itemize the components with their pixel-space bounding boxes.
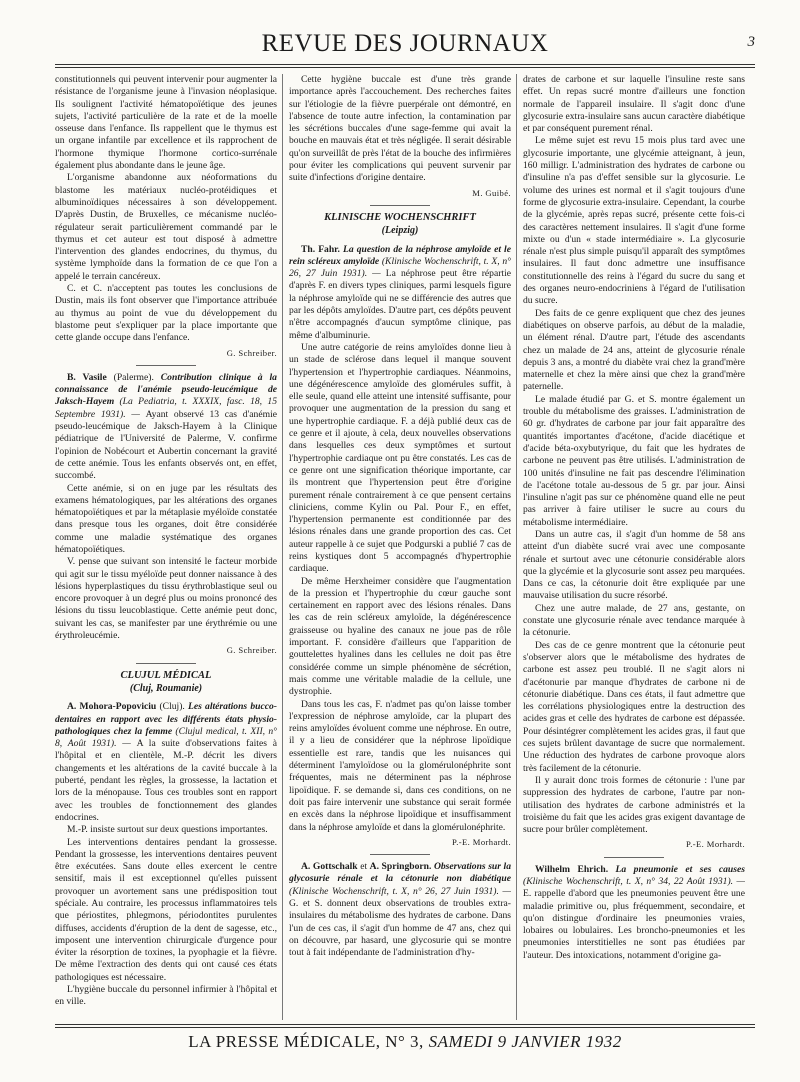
paragraph: Les interventions dentaires pendant la grossesse. Pendant la grossesse, les interventions dentaires peuvent être exécutées. Sans doute elles exercent le centre sensitif, mais il est exceptionnel qu'elles puissent provoquer un avortement sans une prédisposition tout spéciale. Au contraire, les processus inflammatoires tels que périostites, phlegmons, périodontites purulentes diffuses, accidents d'éruption de la dent de sagesse, etc., imposent une intervention chirurgicale d'urgence pour éviter la résorption de toxines, la pyophagie et la fièvre. De même l'extraction des dents qui ont causé ces états pathologiques est nécessaire.: [55, 836, 277, 983]
page-number: 3: [747, 34, 755, 50]
article-title: Observations sur la glycosurie rénale et la cétonurie non diabétique: [289, 861, 511, 885]
article-separator: [604, 857, 664, 858]
footer-rule-2: [55, 1027, 755, 1028]
column-1: [55, 74, 277, 1020]
article-reference: (Clujul medical, t. XII, n° 8, Août 1931). —: [55, 725, 277, 750]
article-abstract: [289, 244, 511, 342]
paragraph: De même Herxheimer considère que l'augmentation de la pression et l'hypertrophie du cœur gauche sont certainement en rapport avec des lésions rénales. Dans les cas de rein scléreux amyloïde, la dégénérescence graisseuse ou hyaline des canaux ne joue pas de rôle important. F. considère d'ailleurs que l'apparition de gouttelettes hyalines dans les cellules ne doit pas être considérée comme un simple phénomène de sécrétion, mais comme une véritable maladie de la cellule, une dystrophie.: [289, 575, 511, 698]
article-title: Contribution clinique à la connaissance de l'anémie pseudo-leucémique de Jaksch-Hayem: [55, 371, 277, 408]
footer-publication: LA PRESSE MÉDICALE, N° 3,: [188, 1032, 424, 1051]
article-text: La néphrose peut être répartie d'après F. en divers types cliniques, parmi lesquels figure la néphrose amyloïde qui ne se différencie des autres que par les dépôts amyloïdes. D'autre part, ces dépôts peuvent n'être accompagnés d'aucun symptôme clinique, pas même d'albuminurie.: [289, 268, 511, 341]
footer-rule: [55, 1024, 755, 1025]
article-separator: [136, 365, 196, 366]
header-rule: [55, 64, 755, 65]
article-author: Th. Fahr.: [301, 243, 340, 255]
paragraph: V. pense que suivant son intensité le facteur morbide qui agit sur le tissu myéloïde peut donner naissance à des lésions hyperplastiques du tissu érythroblastique seul ou encore provoquer à un degré plus ou moins prononcé des lésions du tissu leucoblastique. Cette anémie peut donc, suivant les cas, se manifester par une érythrémie ou une érythroleucémie.: [55, 556, 277, 642]
journal-city: (Leipzig): [381, 225, 419, 237]
paragraph: Il y aurait donc trois formes de cétonurie : l'une par suppression des hydrates de carbone, l'autre par non-utilisation des hydrates de carbone administrés et la troisième du fait que les acides gras exigent davantage de sucre pour brûler complètement.: [523, 774, 745, 836]
article-title: Les altérations bucco-dentaires en rapport avec les différents états physio-pathologiques chez la femme: [55, 701, 277, 737]
footer-date: SAMEDI 9 JANVIER 1932: [428, 1032, 622, 1051]
article-reference: (Klinische Wochenschrift, t. X, n° 34, 22 Août 1931). —: [523, 876, 745, 887]
journal-heading: KLINISCHE WOCHENSCHRIFT: [324, 211, 476, 223]
article-text: A la suite d'observations faites à l'hôpital et en clientèle, M.-P. décrit les divers changements et les altérations de la cavité buccale à la puberté, pendant les règles, la grossesse, la lactation et lors de la ménopause. Tous ces troubles sont en rapport avec les troubles de fonctionnement des glandes endocrines.: [55, 738, 277, 823]
running-title: REVUE DES JOURNAUX: [261, 30, 549, 57]
article-title: La pneumonie et ses causes: [608, 863, 745, 875]
author-signature: G. Schreiber.: [226, 645, 277, 656]
article-reference: (Klinische Wochenschrift, t. X, n° 26, 27 Juin 1931). —: [289, 255, 511, 280]
column-divider: [282, 74, 283, 1020]
paragraph: L'organisme abandonne aux néoformations du blastome les matériaux nucléo-protéidiques et albuminoïdiques nécessaires à son développement. D'après Dustin, de Bruxelles, ce mécanisme nucléo-régulateur serait particulièrement commandé par le thymus et cet auteur est tout disposé à admettre l'intervention des glandes endocrines, du thymus, du système lymphoïde dans la formation de ce que l'on a appelé le terrain cancéreux.: [55, 172, 277, 282]
paragraph: Chez une autre malade, de 27 ans, gestante, on constate une glycosurie rénale avec tendance marquée à la cétonurie.: [523, 602, 745, 639]
paragraph: Cette anémie, si on en juge par les résultats des examens hématologiques, par les altérations des organes hématopoïétiques et par la métaplasie myéloïde constatée dans presque tous les organes, doit être considérée comme une maladie systématique des organes hématopoïétiques.: [55, 482, 277, 555]
article-abstract: [55, 701, 277, 824]
column-divider: [516, 74, 517, 1020]
column-3: [523, 74, 745, 1020]
journal-city: (Cluj, Roumanie): [129, 682, 203, 694]
article-text: G. et S. donnent deux observations de troubles extra-insulaires du métabolisme des hydrates de carbone. Dans l'un de ces cas, il s'agit d'un homme de 47 ans, chez qui on découvre, par hasard, une glycosurie qui se montre tout à fait indépendante de l'administration d'hy-: [289, 898, 511, 959]
column-2: [289, 74, 511, 1020]
paragraph: C. et C. n'acceptent pas toutes les conclusions de Dustin, mais ils font observer que l'importance attribuée au thymus au point de vue du développement du blastome peut s'expliquer par la place importante que cette glande occupe dans l'enfance.: [55, 283, 277, 344]
author-city: (Palerme).: [106, 371, 161, 383]
article-reference: (La Pediatria, t. XXXIX, fasc. 18, 15 Septembre 1931). —: [55, 396, 277, 420]
article-separator: [370, 205, 430, 206]
author-city: (Cluj).: [156, 701, 188, 713]
article-author: B. Vasile: [67, 371, 107, 383]
paragraph: Cette hygiène buccale est d'une très grande importance après l'accouchement. Des recherches faites sur l'étiologie de la fièvre puerpérale ont démontré, en l'absence de toute autre infection, la contamination par les sécrétions buccales d'une sage-femme qui avait la bouche en mauvais état et très négligée. Il serait désirable qu'on surveillât de près l'état de la bouche des infirmières pour éviter les complications qui peuvent survenir par suite d'infections d'origine dentaire.: [289, 74, 511, 184]
author-signature: M. Guibé.: [472, 187, 511, 198]
article-author: Wilhelm Ehrich.: [535, 863, 609, 875]
header-rule-2: [55, 67, 755, 68]
author-signature: P.-E. Morhardt.: [686, 839, 745, 850]
author-conjunction: et: [357, 861, 370, 873]
page-footer: [55, 1032, 755, 1054]
article-separator: [136, 663, 196, 664]
article-author: A. Gottschalk: [301, 861, 358, 873]
paragraph: Une autre catégorie de reins amyloïdes donne lieu à un stade de sclérose dans lequel il manque souvent l'hypertension et l'hypertrophie cardiaques. Néanmoins, une dégénérescence amyloïde des glomérules suffit, à elle seule, quand elle atteint une intensité suffisante, pour provoquer une augmentation de la pression du sang et une hypertrophie cardiaque. F. a déjà publié deux cas de ce genre et il ajoute, à cela, deux nouvelles observations dans lesquelles ces deux symptômes et surtout l'hypertrophie cardiaque ont pu être constatés. Les cas de ce genre ont une signification théorique importante, car ils montrent que l'hypertension peut être d'origine purement rénale contrairement à ce que pensent certains cliniciens, comme Kylin ou Pal. Pour F., en effet, l'hypertension permanente est conditionnée par des lésions rénales dans une grande proportion des cas. Cet auteur rappelle à ce sujet que Podgurski a publié 7 cas de reins kystiques dont 5 accompagnés d'hypertrophie cardiaque.: [289, 341, 511, 575]
paragraph: L'hygiène buccale du personnel infirmier à l'hôpital et en ville.: [55, 984, 277, 1008]
article-separator: [370, 854, 430, 855]
paragraph: constitutionnels qui peuvent intervenir pour augmenter la résistance de l'organisme jeune à l'invasion néoplasique. Ils soulignent l'activité hématopoïétique des jeunes sujets, l'activité particulière de la rate et de la moelle osseuse dans l'enfance. Ils rappellent que le thymus est un organe infantile par excellence et ils rapprochent de l'hormone thymique l'hormone cortico-surrénale également plus abondante dans le jeune âge.: [55, 74, 277, 172]
author-signature: P.-E. Morhardt.: [452, 836, 511, 847]
article-abstract: [289, 861, 511, 959]
paragraph: Des faits de ce genre expliquent que chez des jeunes diabétiques on observe parfois, au début de la maladie, un élément rénal. D'autre part, l'étude des ascendants chez un malade de 24 ans, atteint de glycosurie rénale depuis 3 ans, a montré du diabète vrai chez la grand'mère maternelle et chez la mère ainsi que chez la grand'mère paternelle.: [523, 307, 745, 393]
author-signature: G. Schreiber.: [226, 347, 277, 358]
article-abstract: [55, 372, 277, 483]
paragraph: M.-P. insiste surtout sur deux questions importantes.: [67, 824, 268, 836]
paragraph: Dans tous les cas, F. n'admet pas qu'on laisse tomber l'expression de néphrose amyloïde, car la plupart des reins amyloïdes évoluent comme une néphrose. En outre, il y a lieu de considérer que la néphrose lipoïdique essentielle est rare, tandis que les nuisances qui déterminent l'amyloïdose ou la glomérulonéphrite sont fréquentes, mais ne déterminent pas la néphrose lipoïdique. F. se demande si, dans ces conditions, on ne doit pas faire intervenir une substance qui serait formée en excès dans la néphrose lipoïdique et insuffisamment dans la néphrose amyloïde et dans la glomérulonéphrite.: [289, 698, 511, 833]
paragraph: Dans un autre cas, il s'agit d'un homme de 58 ans atteint d'un diabète sucré vrai avec une composante rénale et surtout avec une cétonurie considérable alors que la glycémie et la glycosurie sont assez peu marquées. Dans ce cas, la cétonurie doit être expliquée par une mauvaise utilisation du sucre résorbé.: [523, 528, 745, 602]
paragraph: Des cas de ce genre montrent que la cétonurie peut s'observer alors que le métabolisme des hydrates de carbone est assez peu troublé. Il ne s'agit alors ni d'acétonurie par manque d'hydrates de carbone ni de cétonurie diabétique. Dans ces états, il faut admettre que les corrélations physiologiques entre la destruction des acides gras et celle des hydrates de carbone est dépassée. Pour désintégrer complètement les acides gras, il faut que ces sujets brûlent davantage de sucre que normalement. Une réduction des hydrates de carbone provoque alors très facilement de la cétonurie.: [523, 639, 745, 774]
article-author: A. Mohora-Popoviciu: [67, 701, 157, 713]
paragraph: drates de carbone et sur laquelle l'insuline reste sans effet. Un repas sucré montre d'ailleurs une fonction normale de l'appareil insulaire. Il s'agit donc d'une glycosurie extra-insulaire sans aucun caractère diabétique et par conséquent purement rénal.: [523, 74, 745, 135]
article-author-2: A. Springborn.: [369, 861, 432, 873]
article-text: Ayant observé 13 cas d'anémie pseudo-leucémique de Jaksch-Hayem à la Clinique pédiatrique de l'Université de Palerme, V. confirme l'opinion de Nobécourt et Aubertin concernant la gravité de cette anémie. Tous les enfants observés ont, en effet, succombé.: [55, 408, 277, 482]
article-text: E. rappelle d'abord que les pneumonies peuvent être une maladie primitive ou, plus fréquemment, secondaire, et qu'on distingue d'ordinaire les pneumonies vraies, lobaires ou lobulaires. Les broncho-pneumonies et les pneumonies interstitielles ne sont pas étudiées par l'auteur. Des intoxications, notamment d'origine ga-: [523, 888, 745, 961]
article-reference: (Klinische Wochenschrift, t. X, n° 26, 27 Juin 1931). —: [289, 885, 511, 897]
paragraph: Le malade étudié par G. et S. montre également un trouble du métabolisme des graisses. L'administration de 60 gr. d'hydrates de carbone par jour fait apparaître des quantités importantes d'acétone, d'acide diacétique et d'acide béta-oxybutyrique, du fait que les hydrates de carbone ne peuvent pas être utilisés. L'administration de 100 unités d'insuline ne fait pas descendre l'élimination de l'acétone totale au-dessous de 5 gr. par jour. Ainsi l'insuline n'agit pas sur ce phénomène quand elle ne peut pas arriver à faire utiliser le sucre au cours du métabolisme intermédiaire.: [523, 393, 745, 528]
paragraph: Le même sujet est revu 15 mois plus tard avec une glycosurie importante, une glycémie atteignant, à jeun, 160 milligr. L'administration des hydrates de carbone ou d'insuline n'a pas d'effet sensible sur la glycosurie. Le volume des urines est normal et il s'agit toujours d'une forme de glycosurie extra-insulaire. Cependant, la courbe de la glycémie, après repas sucré, présente cette fois-ci des caractères nettement insulaires. Il s'agit d'une forme mixte ou d'un « stade intermédiaire ». La glycosurie rénale n'est plus simple puisqu'il apparaît des symptômes insulaires. Il faut donc admettre une insuffisance constitutionnelle des reins à l'égard du sucre du sang et des organes neuro-endocriniens à l'égard de l'utilisation du sucre.: [523, 135, 745, 307]
article-abstract: [523, 864, 745, 962]
journal-heading: CLUJUL MÉDICAL: [120, 669, 212, 681]
article-title: La question de la néphrose amyloïde et le rein scléreux amyloïde: [289, 243, 511, 267]
